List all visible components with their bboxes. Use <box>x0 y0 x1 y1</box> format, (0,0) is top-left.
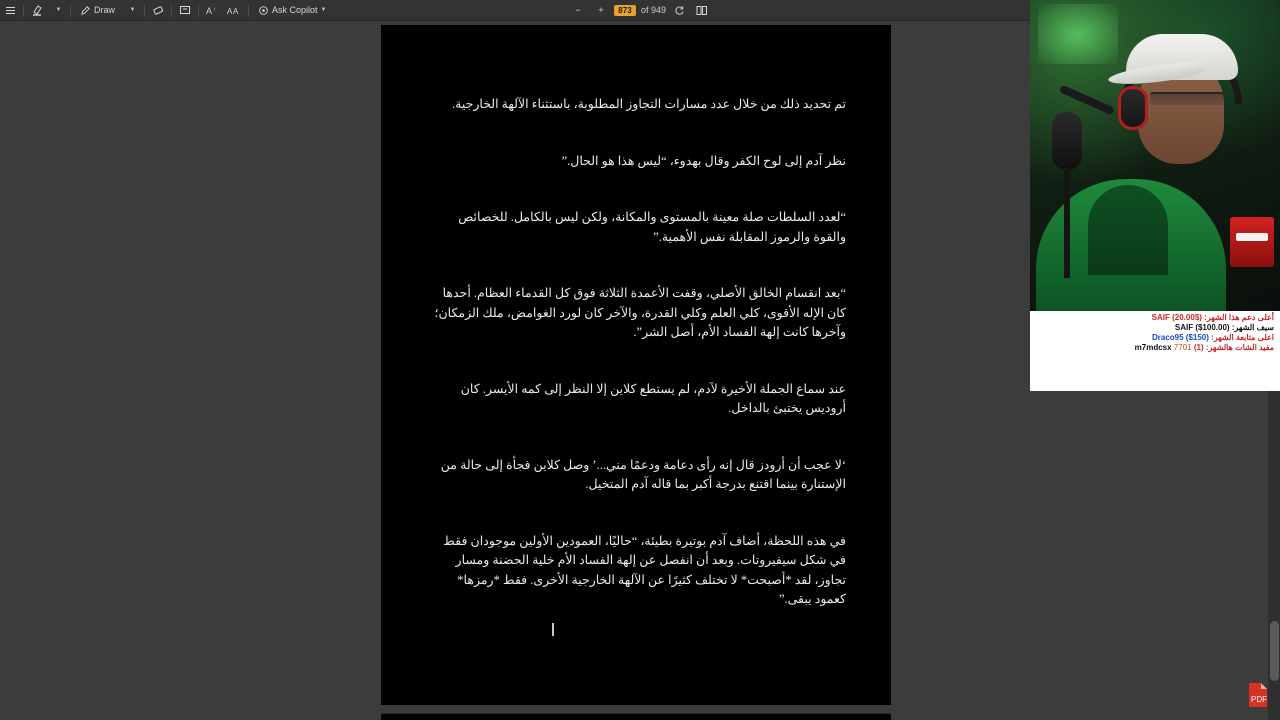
page-text-content <box>381 25 891 610</box>
page-layout-icon[interactable] <box>693 2 711 19</box>
chat-leader-name: m7mdcsx <box>1134 343 1172 352</box>
page-total-label: of 949 <box>640 5 667 15</box>
toolbar-separator <box>248 4 249 17</box>
svg-text:A: A <box>233 6 239 16</box>
page-navigation-group <box>568 2 712 19</box>
eraser-icon[interactable] <box>149 2 167 19</box>
highlight-dropdown-icon[interactable]: ▼ <box>55 7 62 13</box>
copilot-label: Ask Copilot <box>272 4 318 15</box>
toolbar-separator <box>70 4 71 17</box>
headphone-earcup <box>1118 86 1148 130</box>
chat-leader-count: 7701 <box>1173 343 1192 352</box>
rotate-icon[interactable] <box>670 2 688 19</box>
draw-dropdown-icon[interactable]: ▼ <box>129 7 136 13</box>
paragraph: ‘لا عجب أن أرودز قال إنه رأى دعامة ودعمًا مني...’ وصل كلاين فجأة إلى حالة من الإستنارة بينما اقتنع بدرجة أكبر بما قاله آدم المتخيل. <box>440 457 846 491</box>
zoom-out-label: − <box>575 4 581 15</box>
chat-leader-row <box>1036 343 1274 353</box>
font-size-increase-icon[interactable] <box>203 2 222 19</box>
svg-text:PDF: PDF <box>1251 695 1267 704</box>
text-box-icon[interactable] <box>176 2 194 19</box>
monthly-donator-label: سيف الشهر: <box>1231 323 1274 332</box>
svg-text:A: A <box>227 6 233 16</box>
text-cursor <box>552 623 554 636</box>
top-donator-row: أعلى دعم هذا الشهر: ($20.00) SAIF <box>1151 313 1274 322</box>
menu-icon[interactable] <box>1 2 19 19</box>
webcam-light-glow <box>1038 4 1118 64</box>
paragraph: “لعدد السلطات صلة معينة بالمستوى والمكانة، ولكن ليس بالكامل. للخصائص والقوة والرموز المقابلة نفس الأهمية.” <box>458 210 846 244</box>
paragraph: “بعد انقسام الخالق الأصلي، وقفت الأعمدة الثلاثة فوق كل القدماء العظام. أحدها كان الإله الأقوى، كلي العلم وكلي القدرة، والآخر كان لورد الغوامض، ملك الزمكان؛ وآخرها كانت إلهة الفساد الأم، أصل الشر”. <box>434 286 846 339</box>
monthly-donator-row <box>1036 323 1274 333</box>
draw-tool-label: Draw <box>94 4 116 15</box>
svg-text:A: A <box>206 5 213 16</box>
toolbar-separator <box>23 4 24 17</box>
stream-info-panel <box>1030 311 1280 391</box>
draw-tool-button[interactable] <box>75 2 120 19</box>
toolbar-separator <box>171 4 172 17</box>
subscriber-amount: Draco95 ($150) <box>1152 333 1209 342</box>
subscriber-label: اعلى متابعة الشهر: <box>1211 333 1274 342</box>
glasses-icon <box>1150 92 1224 105</box>
microphone-icon <box>1052 112 1082 170</box>
paragraph: عند سماع الجملة الأخيرة لآدم، لم يستطع كلاين إلا النظر إلى كمه الأيسر. كان أروديس يختبئ بالداخل. <box>460 381 846 415</box>
paragraph: تم تحديد ذلك من خلال عدد مسارات التجاوز المطلوبة، باستثناء الآلهة الخارجية. <box>452 97 846 111</box>
svg-text:↑: ↑ <box>213 6 217 13</box>
streamer-webcam <box>1030 0 1280 311</box>
chat-leader-label: مفيد الشات هالشهر: (1) <box>1193 343 1274 352</box>
subscriber-row <box>1036 333 1274 343</box>
microphone-stand <box>1064 168 1070 278</box>
zoom-out-button[interactable] <box>569 2 587 19</box>
wall-poster <box>1230 217 1274 267</box>
scrollbar-thumb[interactable] <box>1270 621 1279 681</box>
toolbar-left-group <box>0 0 333 20</box>
current-page-input[interactable]: 873 <box>614 5 636 16</box>
pdf-page-873 <box>381 25 891 705</box>
copilot-button[interactable]: Ask Copilot ▼ <box>253 2 331 19</box>
monthly-donator-amount: SAIF ($100.00) <box>1174 323 1230 332</box>
zoom-in-label: + <box>598 4 604 15</box>
read-aloud-icon[interactable] <box>224 2 244 19</box>
paragraph: نظر آدم إلى لوح الكفر وقال بهدوء، “ليس هذا هو الحال.” <box>561 153 846 168</box>
toolbar-separator <box>198 4 199 17</box>
highlight-icon[interactable] <box>28 2 46 19</box>
pdf-logo-icon <box>1246 682 1270 708</box>
toolbar-separator <box>144 4 145 17</box>
pdf-page-874 <box>381 713 891 720</box>
paragraph: في هذه اللحظة، أضاف آدم بوتيرة بطيئة، “حاليًا، العمودين الأولين موجودان فقط في شكل سيفيروتات. وبعد أن انفصل عن إلهة الفساد الأم خلية الحضنة ومسار تجاوز، لقد *أصبحت* لا تختلف كثيرًا عن الآلهة الخارجية الأخرى. فقط *رمزها* كعمود يبقى.” <box>443 533 846 606</box>
zoom-in-button[interactable] <box>592 2 610 19</box>
